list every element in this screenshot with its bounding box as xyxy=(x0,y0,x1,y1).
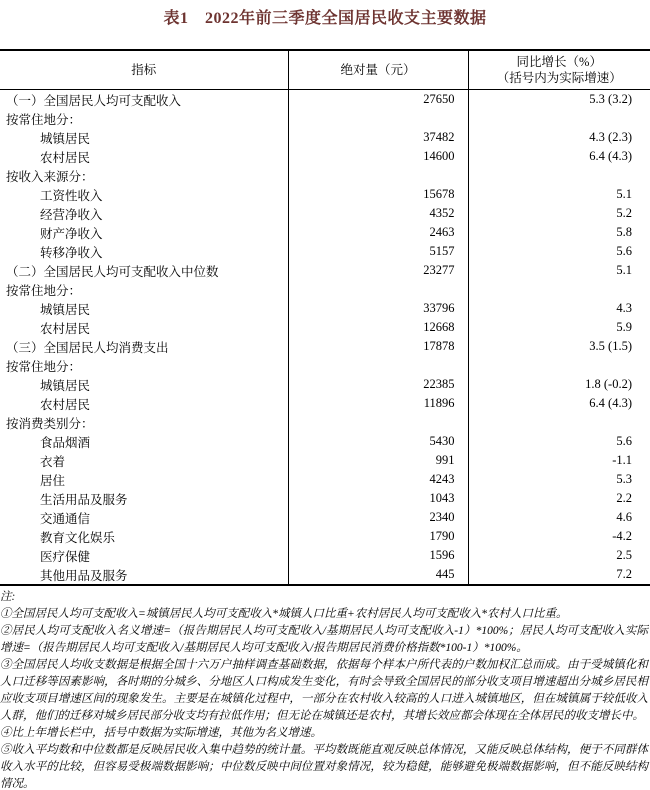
table-row xyxy=(0,337,650,356)
table-row xyxy=(0,527,650,546)
row-absolute-value: 15678 xyxy=(288,185,468,204)
row-indicator: 衣着 xyxy=(0,451,288,470)
row-growth-value: 5.9 xyxy=(616,320,632,334)
row-growth-value: 4.6 xyxy=(616,510,632,524)
table-row xyxy=(0,242,650,261)
income-expenditure-table xyxy=(0,49,650,586)
row-growth-value: 1.8 (-0.2) xyxy=(585,377,632,391)
row-growth-value: 5.1 xyxy=(616,187,632,201)
table-row xyxy=(0,508,650,527)
table-row xyxy=(0,147,650,166)
row-growth-value xyxy=(468,109,650,128)
row-indicator: 转移净收入 xyxy=(0,242,288,261)
row-growth-value xyxy=(468,356,650,375)
row-indicator: 按常住地分： xyxy=(0,109,288,128)
table-row xyxy=(0,109,650,128)
header-growth-line1: 同比增长（%） xyxy=(516,55,602,69)
table-header xyxy=(0,50,650,90)
header-absolute: 绝对量（元） xyxy=(288,50,468,90)
row-growth-value: 5.8 xyxy=(616,225,632,239)
row-absolute-value: 1596 xyxy=(288,546,468,565)
row-indicator: （二）全国居民人均可支配收入中位数 xyxy=(0,261,288,280)
row-indicator: 按常住地分： xyxy=(0,356,288,375)
row-growth-value: 2.2 xyxy=(616,491,632,505)
row-absolute-value: 33796 xyxy=(288,299,468,318)
table-row xyxy=(0,128,650,147)
row-absolute-value: 4243 xyxy=(288,470,468,489)
table-row xyxy=(0,432,650,451)
row-growth-value: 6.4 (4.3) xyxy=(589,396,632,410)
row-growth-value: 7.2 xyxy=(616,567,632,581)
table-row xyxy=(0,185,650,204)
note-item: ①全国居民人均可支配收入=城镇居民人均可支配收入*城镇人口比重+农村居民人均可支配收入*农村人口比重。 xyxy=(0,608,568,620)
row-indicator: 教育文化娱乐 xyxy=(0,527,288,546)
row-growth-value: 4.3 xyxy=(616,301,632,315)
row-absolute-value xyxy=(288,280,468,299)
row-indicator: 财产净收入 xyxy=(0,223,288,242)
notes-section xyxy=(0,589,650,790)
row-absolute-value: 2340 xyxy=(288,508,468,527)
row-indicator: 农村居民 xyxy=(0,147,288,166)
row-absolute-value: 4352 xyxy=(288,204,468,223)
row-absolute-value xyxy=(288,109,468,128)
row-indicator: 交通通信 xyxy=(0,508,288,527)
row-indicator: 城镇居民 xyxy=(0,375,288,394)
table-row xyxy=(0,489,650,508)
row-growth-value: 5.3 (3.2) xyxy=(589,92,632,106)
table-row xyxy=(0,565,650,585)
row-absolute-value: 12668 xyxy=(288,318,468,337)
row-absolute-value: 445 xyxy=(288,565,468,585)
row-growth-value: 5.3 xyxy=(616,472,632,486)
header-indicator: 指标 xyxy=(0,50,288,90)
row-indicator: 经营净收入 xyxy=(0,204,288,223)
header-growth-line2: （括号内为实际增速） xyxy=(496,71,622,85)
row-absolute-value: 22385 xyxy=(288,375,468,394)
row-absolute-value: 5430 xyxy=(288,432,468,451)
table-row xyxy=(0,470,650,489)
row-indicator: 医疗保健 xyxy=(0,546,288,565)
table-row xyxy=(0,318,650,337)
table-row xyxy=(0,280,650,299)
table-row xyxy=(0,204,650,223)
row-absolute-value: 1043 xyxy=(288,489,468,508)
row-absolute-value: 1790 xyxy=(288,527,468,546)
row-indicator: 食品烟酒 xyxy=(0,432,288,451)
row-growth-value: 6.4 (4.3) xyxy=(589,149,632,163)
row-absolute-value xyxy=(288,413,468,432)
table-row xyxy=(0,375,650,394)
row-growth-value: 5.6 xyxy=(616,434,632,448)
row-absolute-value: 5157 xyxy=(288,242,468,261)
notes-list xyxy=(0,606,648,790)
row-indicator: 城镇居民 xyxy=(0,299,288,318)
row-growth-value xyxy=(468,280,650,299)
note-item: ④比上年增长栏中，括号中数据为实际增速，其他为名义增速。 xyxy=(0,727,322,739)
row-absolute-value: 11896 xyxy=(288,394,468,413)
table-body xyxy=(0,90,650,586)
notes-label: 注: xyxy=(0,591,16,603)
row-growth-value: -4.2 xyxy=(612,529,632,543)
row-indicator: 其他用品及服务 xyxy=(0,565,288,585)
row-indicator: 农村居民 xyxy=(0,394,288,413)
row-growth-value: 5.2 xyxy=(616,206,632,220)
note-item: ③全国居民人均收支数据是根据全国十六万户抽样调查基础数据，依据每个样本户所代表的户数加权汇总而成。由于受城镇化和人口迁移等因素影响，各时期的分城乡、分地区人口构成发生变化，有时会导致全国居民的部分收支项目增速超出分城乡居民相应收支项目增速区间的现象发生。主要是在城镇化过程中，一部分在农村收入较高的人口进入城镇地区，但在城镇属于较低收入人群，他们的迁移对城乡居民部分收支均有拉低作用；但无论在城镇还是农村，其增长效应都会体现在全体居民的收支增长中。 xyxy=(0,659,648,722)
row-absolute-value: 991 xyxy=(288,451,468,470)
row-indicator: （三）全国居民人均消费支出 xyxy=(0,337,288,356)
row-indicator: （一）全国居民人均可支配收入 xyxy=(0,90,288,110)
row-absolute-value: 27650 xyxy=(288,90,468,110)
table-row xyxy=(0,166,650,185)
row-growth-value: -1.1 xyxy=(612,453,632,467)
header-growth xyxy=(468,50,650,90)
row-indicator: 按收入来源分： xyxy=(0,166,288,185)
row-growth-value: 5.1 xyxy=(616,263,632,277)
table-row xyxy=(0,299,650,318)
row-indicator: 城镇居民 xyxy=(0,128,288,147)
row-absolute-value: 2463 xyxy=(288,223,468,242)
table-row xyxy=(0,451,650,470)
table-row xyxy=(0,261,650,280)
table-row xyxy=(0,546,650,565)
row-growth-value xyxy=(468,413,650,432)
table-row xyxy=(0,356,650,375)
row-absolute-value xyxy=(288,166,468,185)
note-item: ⑤收入平均数和中位数都是反映居民收入集中趋势的统计量。平均数既能直观反映总体情况，又能反映总体结构，便于不同群体收入水平的比较，但容易受极端数据影响；中位数反映中间位置对象情况，较为稳健，能够避免极端数据影响，但不能反映结构情况。 xyxy=(0,744,648,790)
table-row xyxy=(0,90,650,110)
note-item: ②居民人均可支配收入名义增速=（报告期居民人均可支配收入/基期居民人均可支配收入-1）*100%；居民人均可支配收入实际增速=（报告期居民人均可支配收入/基期居民人均可支配收入/报告期居民消费价格指数*100-1）*100%。 xyxy=(0,625,648,654)
row-indicator: 生活用品及服务 xyxy=(0,489,288,508)
row-growth-value: 2.5 xyxy=(616,548,632,562)
row-absolute-value: 14600 xyxy=(288,147,468,166)
row-growth-value: 5.6 xyxy=(616,244,632,258)
row-absolute-value: 23277 xyxy=(288,261,468,280)
row-absolute-value xyxy=(288,356,468,375)
row-absolute-value: 17878 xyxy=(288,337,468,356)
row-growth-value: 3.5 (1.5) xyxy=(589,339,632,353)
row-indicator: 按消费类别分： xyxy=(0,413,288,432)
page-title: 表1 2022年前三季度全国居民收支主要数据 xyxy=(163,10,487,27)
row-indicator: 居住 xyxy=(0,470,288,489)
row-indicator: 工资性收入 xyxy=(0,185,288,204)
row-indicator: 农村居民 xyxy=(0,318,288,337)
row-growth-value xyxy=(468,166,650,185)
row-indicator: 按常住地分： xyxy=(0,280,288,299)
table-row xyxy=(0,223,650,242)
table-row xyxy=(0,394,650,413)
table-row xyxy=(0,413,650,432)
table-header-row xyxy=(0,50,650,90)
row-absolute-value: 37482 xyxy=(288,128,468,147)
row-growth-value: 4.3 (2.3) xyxy=(589,130,632,144)
